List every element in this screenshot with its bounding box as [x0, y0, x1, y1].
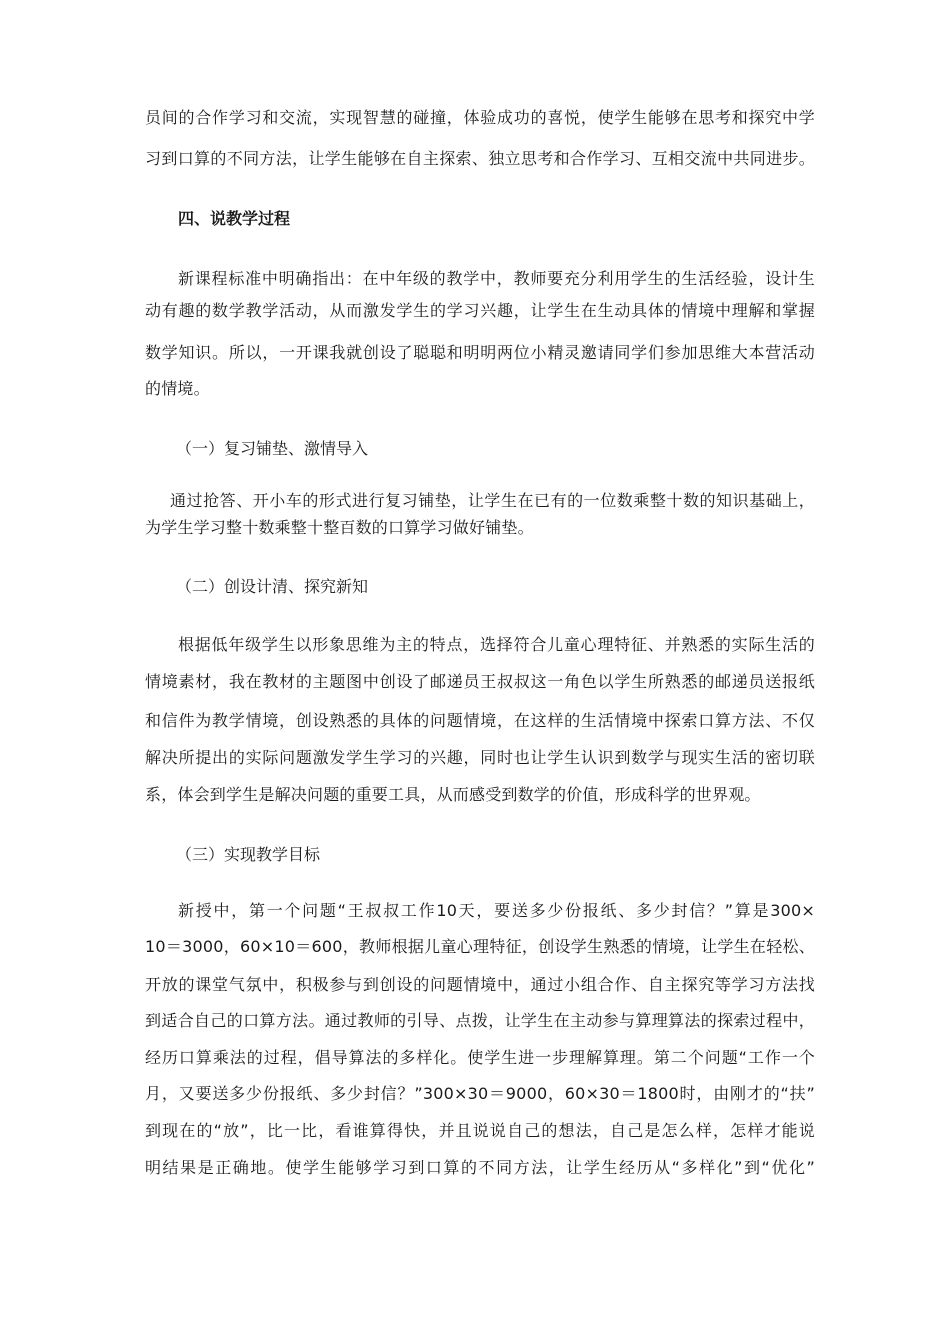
sub3-line-4: 到适合自己的口算方法。通过教师的引导、点拨，让学生在主动参与算理算法的探索过程中，	[145, 1011, 815, 1030]
section4-line-1: 新课程标准中明确指出：在中年级的教学中，教师要充分利用学生的生活经验，设计生	[178, 269, 815, 288]
sub1-line-1: 通过抢答、开小车的形式进行复习铺垫，让学生在已有的一位数乘整十数的知识基础上，	[170, 491, 815, 510]
sub3-line-2: 10＝3000，60×10＝600，教师根据儿童心理特征，创设学生熟悉的情境，让学生在轻松、	[145, 937, 815, 956]
sub2-line-3: 和信件为教学情境，创设熟悉的具体的问题情境，在这样的生活情境中探索口算方法、不仅	[145, 711, 815, 730]
sub3-line-5: 经历口算乘法的过程，倡导算法的多样化。使学生进一步理解算理。第二个问题“工作一个	[145, 1048, 815, 1067]
sub1-line-2: 为学生学习整十数乘整十整百数的口算学习做好铺垫。	[145, 518, 534, 537]
intro-line-2: 习到口算的不同方法，让学生能够在自主探索、独立思考和合作学习、互相交流中共同进步。	[145, 149, 815, 168]
sub3-line-6: 月，又要送多少份报纸、多少封信？”300×30＝9000，60×30＝1800时，由刚才的“扶”	[145, 1084, 815, 1103]
sub2-line-4: 解决所提出的实际问题激发学生学习的兴趣，同时也让学生认识到数学与现实生活的密切联	[145, 748, 815, 767]
section4-line-4: 的情境。	[145, 379, 210, 398]
intro-line-1: 员间的合作学习和交流，实现智慧的碰撞，体验成功的喜悦，使学生能够在思考和探究中学	[145, 108, 815, 127]
subsection-heading-3: （三）实现教学目标	[176, 845, 321, 864]
section4-line-3: 数学知识。所以，一开课我就创设了聪聪和明明两位小精灵邀请同学们参加思维大本营活动	[145, 343, 815, 362]
sub3-line-1: 新授中，第一个问题“王叔叔工作10天，要送多少份报纸、多少封信？”算是300×	[178, 901, 815, 920]
sub3-line-8: 明结果是正确地。使学生能够学习到口算的不同方法，让学生经历从“多样化”到“优化”	[145, 1158, 815, 1177]
sub3-line-7: 到现在的“放”，比一比，看谁算得快，并且说说自己的想法，自己是怎么样，怎样才能说	[145, 1121, 815, 1140]
subsection-heading-2: （二）创设计清、探究新知	[176, 577, 369, 596]
sub2-line-1: 根据低年级学生以形象思维为主的特点，选择符合儿童心理特征、并熟悉的实际生活的	[178, 635, 815, 654]
subsection-heading-1: （一）复习铺垫、激情导入	[176, 439, 369, 458]
section4-line-2: 动有趣的数学教学活动，从而激发学生的学习兴趣，让学生在生动具体的情境中理解和掌握	[145, 301, 815, 320]
sub3-line-3: 开放的课堂气氛中，积极参与到创设的问题情境中，通过小组合作、自主探究等学习方法找	[145, 975, 815, 994]
sub2-line-2: 情境素材，我在教材的主题图中创设了邮递员王叔叔这一角色以学生所熟悉的邮递员送报纸	[145, 672, 815, 691]
section-heading-process: 四、说教学过程	[178, 209, 291, 228]
sub2-line-5: 系，体会到学生是解决问题的重要工具，从而感受到数学的价值，形成科学的世界观。	[145, 785, 761, 804]
